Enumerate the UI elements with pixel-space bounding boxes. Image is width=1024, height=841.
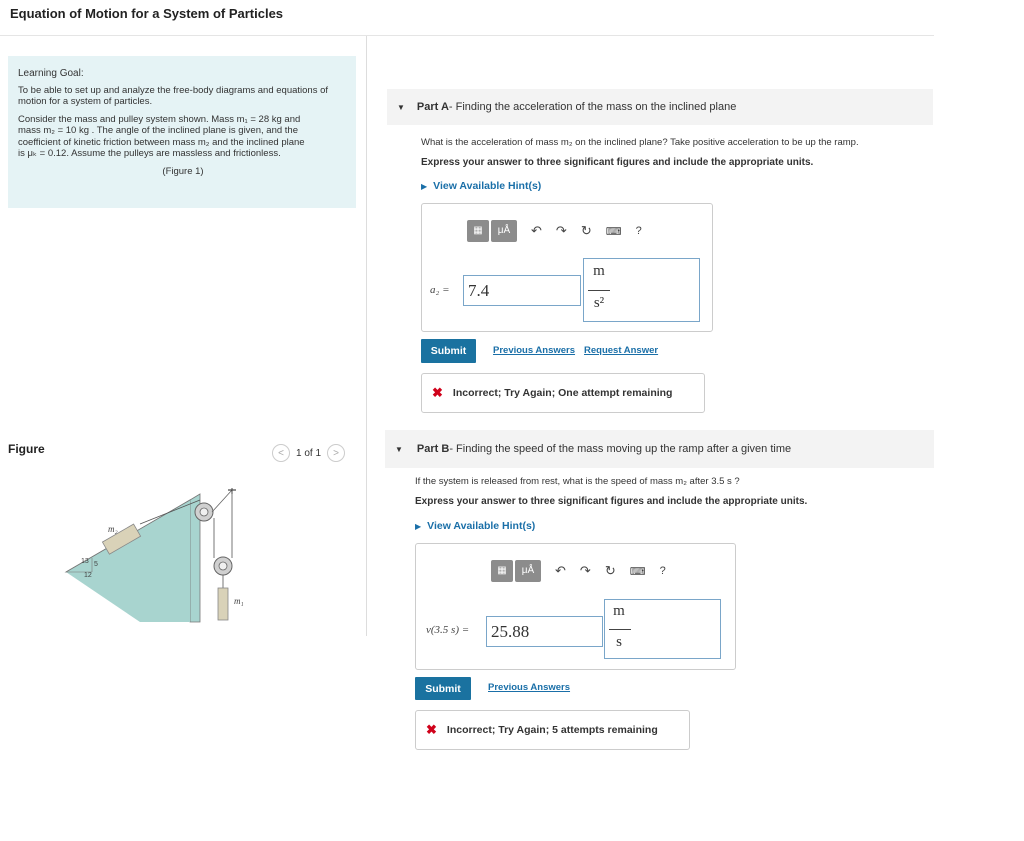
hint-caret-icon: ▶ — [415, 521, 422, 531]
part-b-answer-box — [415, 543, 736, 670]
part-b-hint-toggle[interactable] — [415, 520, 535, 532]
incorrect-icon: ✖ — [426, 722, 437, 737]
part-b-instruction: Express your answer to three significant figures and include the appropriate units. — [415, 496, 808, 507]
part-b-question: If the system is released from rest, what is the speed of mass m₂ after 3.5 s ? — [415, 476, 740, 487]
part-b-label: Part B — [416, 443, 450, 455]
learning-goal-panel — [8, 56, 356, 208]
part-a-unit-numerator: m — [593, 263, 605, 279]
part-a-previous-answers-link[interactable]: Previous Answers — [493, 345, 576, 356]
pulley-system-figure — [60, 484, 260, 624]
fraction-bar — [588, 290, 610, 291]
redo-icon[interactable]: ↷ — [579, 563, 591, 578]
units-button[interactable]: μÅ — [491, 220, 517, 242]
part-b-unit-numerator: m — [613, 603, 625, 619]
part-a-hint-toggle[interactable] — [421, 180, 541, 192]
reset-icon[interactable]: ↻ — [604, 563, 616, 578]
problem-line-1: Consider the mass and pulley system shown. Mass m₁ = 28 kg and — [18, 113, 301, 125]
hint-caret-icon: ▶ — [421, 181, 428, 191]
prev-figure-button[interactable]: < — [272, 444, 290, 462]
help-button[interactable]: ? — [635, 225, 642, 237]
part-a-value-input[interactable]: 7.4 — [463, 275, 581, 306]
part-a-answer-box — [421, 203, 713, 332]
part-b-submit-button[interactable]: Submit — [415, 677, 471, 700]
part-b-previous-answers-link[interactable]: Previous Answers — [488, 682, 571, 693]
template-icon[interactable]: ▦ — [467, 220, 489, 242]
part-b-feedback-text: Incorrect; Try Again; 5 attempts remaining — [446, 724, 658, 736]
part-a-variable-label: a₂ = — [430, 284, 450, 296]
figure-pager — [272, 444, 345, 462]
collapse-caret-icon[interactable]: ▼ — [395, 444, 403, 454]
collapse-caret-icon[interactable]: ▼ — [397, 102, 405, 112]
undo-icon[interactable]: ↶ — [555, 563, 566, 578]
part-a-request-answer-link[interactable]: Request Answer — [584, 345, 659, 356]
fraction-bar — [609, 629, 631, 630]
keyboard-icon[interactable]: ⌨ — [605, 225, 622, 238]
part-a-title: - Finding the acceleration of the mass on the inclined plane — [448, 101, 737, 113]
tri-13-label: 13 — [81, 558, 89, 565]
part-b-variable-label: v(3.5 s) = — [426, 624, 470, 636]
part-b-title: - Finding the speed of the mass moving up the ramp after a given time — [449, 443, 792, 455]
part-b-header[interactable] — [385, 430, 934, 468]
part-a-hint-label: View Available Hint(s) — [433, 180, 542, 192]
label-m1: m₁ — [234, 596, 244, 606]
incorrect-icon: ✖ — [432, 385, 443, 400]
part-a-unit-input[interactable] — [583, 258, 700, 322]
part-a-feedback — [421, 373, 705, 413]
part-a-question: What is the acceleration of mass m₂ on the inclined plane? Take positive acceleration to be up the ramp. — [421, 137, 859, 148]
part-b-hint-label: View Available Hint(s) — [427, 520, 536, 532]
column-divider — [366, 36, 367, 636]
help-button[interactable]: ? — [659, 565, 666, 577]
figure-link[interactable]: (Figure 1) — [162, 165, 204, 177]
header-divider — [0, 35, 934, 36]
keyboard-icon[interactable]: ⌨ — [629, 565, 646, 578]
part-a-submit-button[interactable]: Submit — [421, 339, 476, 363]
part-a-toolbar — [467, 220, 642, 242]
problem-line-3: coefficient of kinetic friction between mass m₂ and the inclined plane — [18, 136, 305, 148]
problem-line-2: mass m₂ = 10 kg . The angle of the inclined plane is given, and the — [18, 125, 298, 136]
tri-5-label: 5 — [94, 561, 98, 568]
part-a-instruction: Express your answer to three significant figures and include the appropriate units. — [421, 157, 814, 168]
figure-page-count: 1 of 1 — [296, 447, 322, 459]
page-title: Equation of Motion for a System of Particles — [10, 6, 284, 21]
tri-12-label: 12 — [84, 572, 92, 579]
learning-goal-heading: Learning Goal: — [18, 68, 84, 79]
template-icon[interactable]: ▦ — [491, 560, 513, 582]
undo-icon[interactable]: ↶ — [531, 223, 542, 238]
part-b-value-input[interactable]: 25.88 — [486, 616, 603, 647]
problem-line-4: is μₖ = 0.12. Assume the pulleys are massless and frictionless. — [18, 148, 281, 159]
part-b-feedback — [415, 710, 690, 750]
part-a-label: Part A — [416, 101, 449, 113]
label-m2: m₂ — [108, 524, 118, 534]
reset-icon[interactable]: ↻ — [580, 223, 592, 238]
units-button[interactable]: μÅ — [515, 560, 541, 582]
part-b-toolbar — [491, 560, 666, 582]
part-b-unit-denominator: s — [616, 634, 622, 650]
learning-goal-text: To be able to set up and analyze the free-body diagrams and equations of motion for a system of particles. — [18, 84, 329, 107]
block-m1 — [218, 588, 228, 620]
figure-heading: Figure — [8, 442, 45, 456]
next-figure-button[interactable]: > — [327, 444, 345, 462]
part-a-feedback-text: Incorrect; Try Again; One attempt remaining — [452, 387, 673, 399]
part-a-header[interactable] — [387, 89, 933, 125]
part-a-unit-denominator: s² — [593, 295, 605, 311]
redo-icon[interactable]: ↷ — [555, 223, 567, 238]
part-b-unit-input[interactable] — [604, 599, 721, 659]
